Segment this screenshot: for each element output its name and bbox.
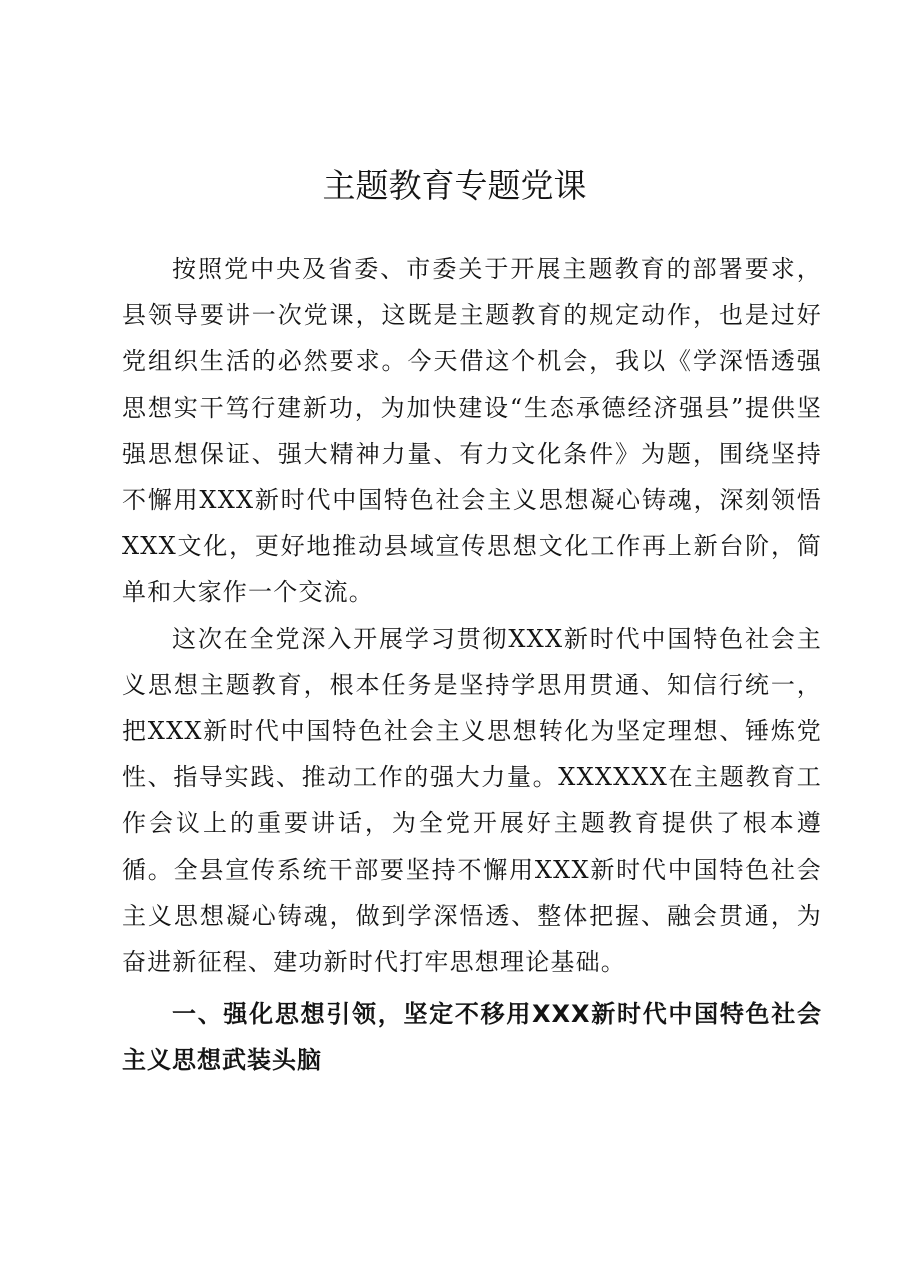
paragraph-background: 这次在全党深入开展学习贯彻XXX新时代中国特色社会主义思想主题教育，根本任务是坚持学思用贯通、知信行统一，把XXX新时代中国特色社会主义思想转化为坚定理想、锤炼党性、指导实践、推动工作的强大力量。XXXXXX在主题教育工作会议上的重要讲话，为全党开展好主题教育提供了根本遵循。全县宣传系统干部要坚持不懈用XXX新时代中国特色社会主义思想凝心铸魂，做到学深悟透、整体把握、融会贯通，为奋进新征程、建功新时代打牢思想理论基础。 — [122, 624, 822, 977]
document-title: 主题教育专题党课 — [322, 166, 587, 205]
paragraph-intro: 按照党中央及省委、市委关于开展主题教育的部署要求，县领导要讲一次党课，这既是主题教育的规定动作，也是过好党组织生活的必然要求。今天借这个机会，我以《学深悟透强思想实干笃行建新功，为加快建设“生态承德经济强县”提供坚强思想保证、强大精神力量、有力文化条件》为题，围绕坚持不懈用XXX新时代中国特色社会主义思想凝心铸魂，深刻领悟XXX文化，更好地推动县域宣传思想文化工作再上新台阶，简单和大家作一个交流。 — [122, 255, 822, 607]
document-body — [122, 246, 822, 1084]
section-heading: 一、强化思想引领，坚定不移用XXX新时代中国特色社会主义思想武装头脑 — [122, 1000, 822, 1075]
